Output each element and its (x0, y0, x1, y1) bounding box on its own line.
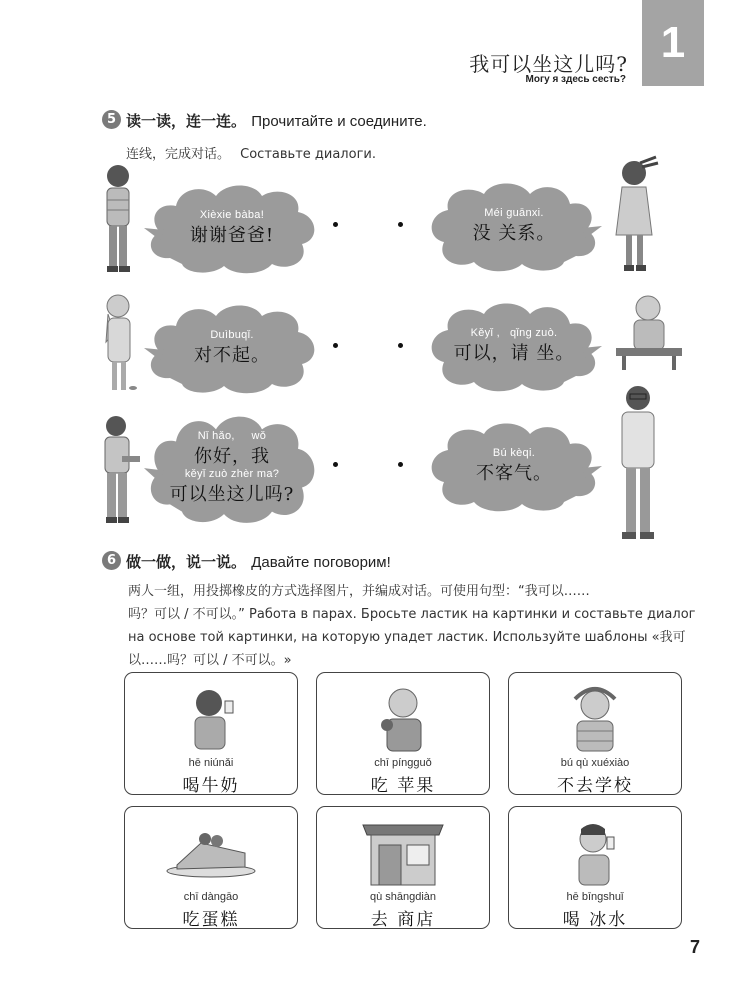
section-5-instruction-chinese: 连线，完成对话。 (126, 147, 231, 162)
card-hanzi: 喝牛奶 (182, 776, 240, 796)
section-5-instruction-russian: Составьте диалоги. (240, 147, 376, 162)
bubble-hanzi: 谢谢爸爸! (189, 224, 275, 246)
instruction-line-3: на основе той картинки, на которую упадет ластик. Используйте шаблоны «我可 (128, 630, 686, 645)
bubble-pinyin: Bú kèqi. (492, 446, 536, 459)
bubble-hanzi: 没 关系。 (472, 222, 556, 244)
bubble-pinyin: Méi guānxi. (484, 206, 544, 219)
instruction-line-1: 两人一组，用投掷橡皮的方式选择图片，并编成对话。可使用句型：“我可以…… (128, 584, 590, 599)
card-hanzi: 吃 苹果 (370, 776, 436, 796)
speech-bubble-left-3 (142, 410, 322, 525)
card-hanzi: 不去学校 (557, 776, 633, 796)
girl-figure-braids (610, 155, 660, 275)
match-dot-right-3[interactable] (398, 462, 403, 467)
instruction-line-2: 吗？可以 / 不可以。” Работа в парах. Бросьте ластик на картинки и составьте диалог (128, 607, 696, 622)
section-5-heading-chinese: 读一读，连一连。 (126, 112, 247, 130)
woman-eating-apple-icon (317, 679, 489, 755)
unit-number-tab: 1 (642, 0, 704, 86)
section-6-heading (126, 551, 391, 572)
speech-bubble-left-2 (142, 300, 322, 395)
boy-relaxing-icon (509, 679, 681, 755)
section-5-instruction (126, 143, 376, 162)
speech-bubble-right-1 (424, 178, 604, 273)
speech-bubble-right-2 (424, 298, 604, 393)
boy-figure-2 (96, 412, 146, 527)
match-dot-right-2[interactable] (398, 343, 403, 348)
card-hanzi: 吃蛋糕 (182, 910, 240, 930)
match-dot-right-1[interactable] (398, 222, 403, 227)
girl-drinking-milk-icon (125, 679, 297, 755)
picture-card-drink-ice-water[interactable] (508, 806, 682, 929)
card-hanzi: 去 商店 (370, 910, 436, 930)
speech-bubble-right-3 (424, 418, 604, 513)
section-5-heading-russian: Прочитайте и соедините. (251, 113, 427, 130)
match-dot-left-1[interactable] (333, 222, 338, 227)
page-number: 7 (690, 937, 701, 957)
card-hanzi: 喝 冰水 (562, 910, 628, 930)
card-pinyin: bú qù xuéxiào (560, 757, 630, 769)
girl-drinking-water-icon (509, 813, 681, 889)
bubble-pinyin-line-2: kěyǐ zuò zhèr ma? (184, 467, 280, 480)
card-pinyin: qù shāngdiàn (369, 891, 437, 903)
bubble-hanzi: 对不起。 (194, 344, 270, 366)
card-pinyin: hē bīngshuǐ (566, 891, 624, 903)
section-5-heading (126, 110, 427, 131)
instruction-line-4: 以……吗？可以 / 不可以。» (128, 653, 292, 668)
match-dot-left-2[interactable] (333, 343, 338, 348)
picture-card-drink-milk[interactable] (124, 672, 298, 795)
girl-figure-blonde (100, 292, 140, 402)
picture-card-not-go-school[interactable] (508, 672, 682, 795)
section-6-badge: 6 (102, 551, 121, 570)
bubble-pinyin: Nǐ hǎo, wǒ (197, 429, 267, 442)
bubble-pinyin: Xièxie bàba! (199, 208, 265, 221)
bubble-hanzi-line-2: 可以坐这儿吗? (169, 483, 295, 505)
bubble-hanzi: 可以，请 坐。 (453, 342, 575, 364)
bubble-hanzi: 你好，我 (194, 445, 270, 467)
bubble-pinyin: Kěyǐ , qǐng zuò. (470, 326, 558, 339)
man-figure-glasses (612, 382, 664, 547)
lesson-title-chinese: 我可以坐这儿吗? (469, 52, 628, 76)
match-dot-left-3[interactable] (333, 462, 338, 467)
section-6-heading-russian: Давайте поговорим! (251, 554, 391, 571)
speech-bubble-left-1 (142, 180, 322, 275)
section-6-heading-chinese: 做一做，说一说。 (126, 553, 247, 571)
card-pinyin: chī dàngāo (183, 891, 239, 903)
card-pinyin: chī píngguǒ (374, 757, 432, 769)
lesson-title-russian: Могу я здесь сесть? (525, 74, 626, 85)
shop-icon (317, 813, 489, 889)
bubble-hanzi: 不客气。 (476, 462, 552, 484)
picture-card-eat-apple[interactable] (316, 672, 490, 795)
picture-card-eat-cake[interactable] (124, 806, 298, 929)
woman-seated-figure (614, 292, 684, 372)
card-pinyin: hē niúnǎi (188, 757, 234, 769)
cake-slice-icon (125, 813, 297, 889)
section-5-badge: 5 (102, 110, 121, 129)
picture-card-go-shop[interactable] (316, 806, 490, 929)
boy-figure-1 (98, 162, 138, 277)
bubble-pinyin: Duìbuqǐ. (210, 328, 254, 341)
section-6-instructions (128, 580, 698, 672)
